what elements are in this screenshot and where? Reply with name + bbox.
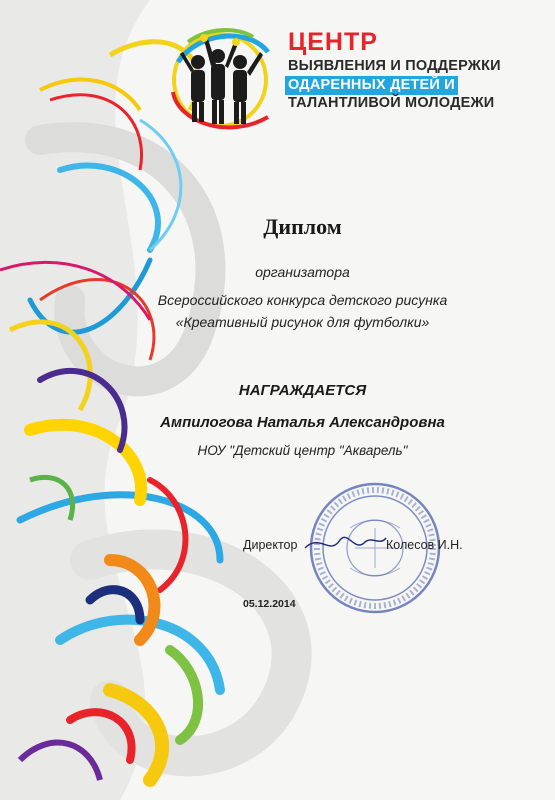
logo-title: ЦЕНТР — [288, 28, 378, 56]
recipient-organization: НОУ "Детский центр "Акварель" — [197, 443, 408, 458]
contest-title-line: «Креативный рисунок для футболки» — [175, 314, 430, 330]
issue-date: 05.12.2014 — [243, 598, 296, 610]
contest-name-line: Всероссийского конкурса детского рисунка — [157, 292, 448, 308]
organizer-label: организатора — [255, 264, 350, 280]
logo-figures-icon — [168, 22, 286, 140]
awarded-heading: НАГРАЖДАЕТСЯ — [238, 382, 367, 399]
logo-line-3: ОДАРЕННЫХ ДЕТЕЙ И — [285, 76, 458, 95]
logo-line-4: ТАЛАНТЛИВОЙ МОЛОДЕЖИ — [288, 95, 495, 111]
logo-line-2: ВЫЯВЛЕНИЯ И ПОДДЕРЖКИ — [288, 58, 501, 74]
recipient-name: Ампилогова Наталья Александровна — [160, 414, 445, 431]
diploma-title: Диплом — [263, 214, 342, 239]
director-label: Директор — [243, 538, 298, 552]
logo-text — [288, 30, 501, 111]
director-name: Колесов И.Н. — [386, 538, 463, 552]
signature-icon — [300, 528, 390, 558]
